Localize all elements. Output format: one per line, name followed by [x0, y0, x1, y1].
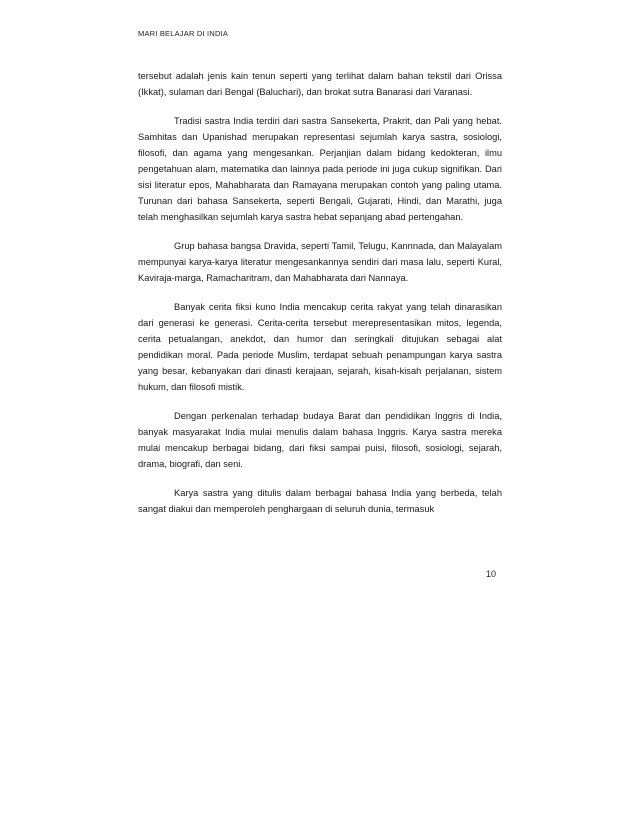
running-header: MARI BELAJAR DI INDIA: [138, 29, 229, 38]
paragraph-dravida-languages: Grup bahasa bangsa Dravida, seperti Tamil, Telugu, Kannnada, dan Malayalam mempunyai karya-karya literatur mengesankannya sendiri dari masa lalu, seperti Kural, Kaviraja-marga, Ramacharitram, dan Mahabharata dari Nannaya.: [138, 240, 502, 284]
paragraph-sastra-tradition: Tradisi sastra India terdiri dari sastra Sansekerta, Prakrit, dan Pali yang hebat. Samhitas dan Upanishad merupakan representasi sejumlah karya sastra, sosiologi, filosofi, dan agama yang mengesankan. Perjanjian dalam bidang kedokteran, ilmu pengetahuan alam, matematika dan lainnya pada periode ini juga cukup signifikan. Dari sisi literatur epos, Mahabharata dan Ramayana merupakan contoh yang paling utama. Turunan dari bahasa Sansekerta, seperti Bengali, Gujarati, Hindi, dan Marathi, juga telah menghasilkan sejumlah karya sastra hebat sepanjang abad pertengahan.: [138, 115, 502, 223]
page-number: 10: [486, 569, 497, 579]
paragraph-continuation: tersebut adalah jenis kain tenun seperti yang terlihat dalam bahan tekstil dari Orissa (Ikkat), sulaman dari Bengal (Baluchari), dan brokat sutra Banarasi dari Varanasi.: [138, 71, 502, 98]
paragraph-ancient-fiction: Banyak cerita fiksi kuno India mencakup cerita rakyat yang telah dinarasikan dari generasi ke generasi. Cerita-cerita tersebut merepresentasikan mitos, legenda, cerita petualangan, anekdot, dan humor dan seringkali ditujukan sebagai alat pendidikan moral. Pada periode Muslim, terdapat sebuah penampungan karya sastra yang besar, kebanyakan dari dinasti kerajaan, sejarah, kisah-kisah perjalanan, sistem hukum, dan filosofi mistik.: [138, 301, 502, 393]
body-text: [138, 68, 502, 529]
paragraph-western-influence: Dengan perkenalan terhadap budaya Barat dan pendidikan Inggris di India, banyak masyarakat India mulai menulis dalam bahasa Inggris. Karya sastra mereka mulai mencakup berbagai bidang, dari fiksi sampai puisi, filosofi, sosiologi, sejarah, drama, biografi, dan seni.: [138, 410, 502, 469]
paragraph-recognition: Karya sastra yang ditulis dalam berbagai bahasa India yang berbeda, telah sangat diakui dan memperoleh penghargaan di seluruh dunia, termasuk: [138, 487, 502, 514]
